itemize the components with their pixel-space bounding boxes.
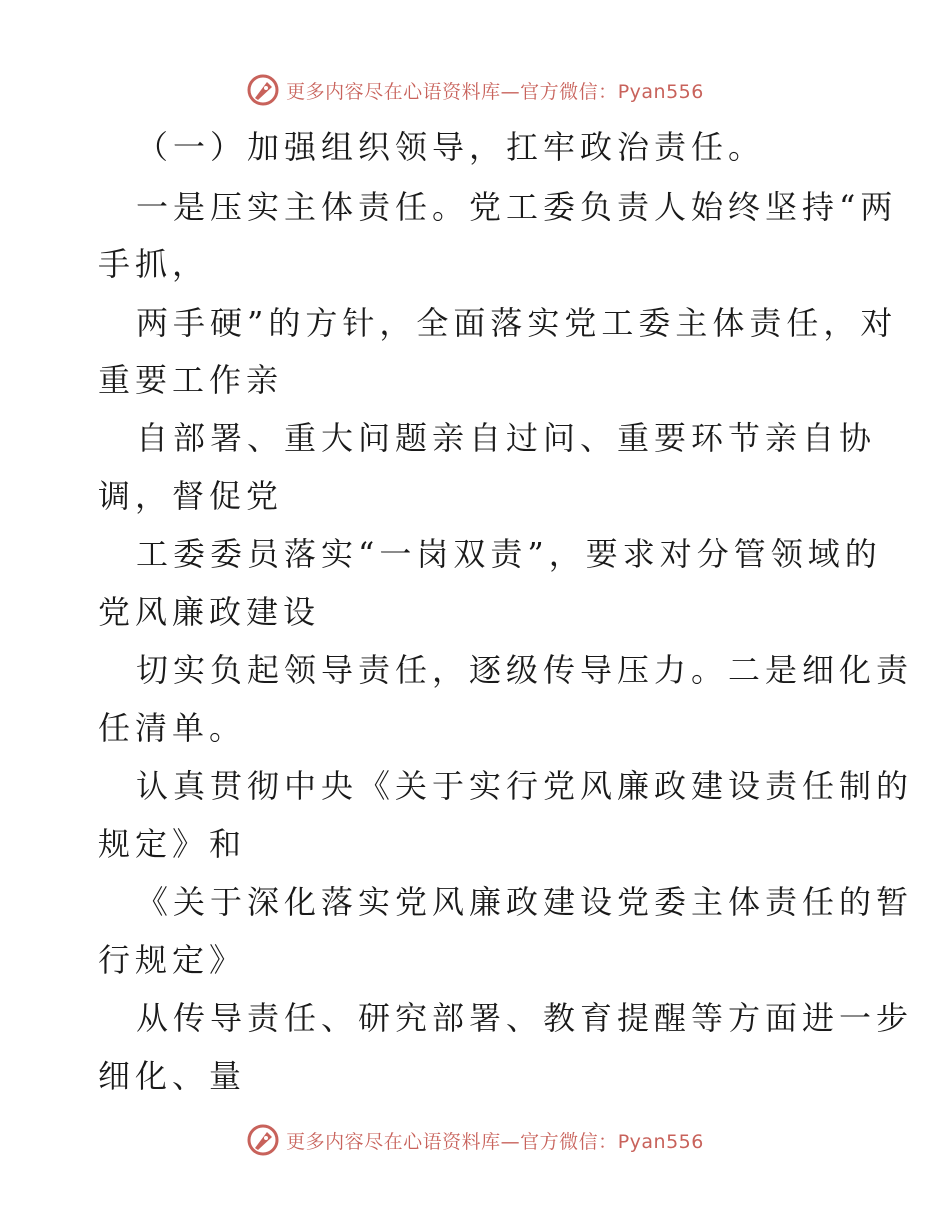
watermark-text (286, 1127, 704, 1154)
text-line-15: 行规定》 (98, 941, 247, 979)
text-line-7: 调，督促党 (98, 477, 284, 515)
text-line-4: 两手硬”的方针，全面落实党工委主体责任，对 (136, 304, 898, 342)
text-line-11: 任清单。 (98, 709, 247, 747)
text-line-13: 规定》和 (98, 825, 247, 863)
pen-nib-circle-icon (246, 73, 280, 107)
text-line-2: 一是压实主体责任。党工委负责人始终坚持“两 (136, 188, 898, 226)
watermark-dash: — (500, 80, 521, 103)
watermark-brand: 更多内容尽在心语资料库 (286, 80, 501, 103)
watermark-dash: — (500, 1130, 521, 1153)
text-line-16: 从传导责任、研究部署、教育提醒等方面进一步 (136, 999, 914, 1037)
watermark-text (286, 77, 704, 104)
text-line-3: 手抓， (98, 245, 210, 283)
text-line-5: 重要工作亲 (98, 361, 284, 399)
watermark-wechat-id: Pyan556 (617, 80, 704, 103)
watermark-wechat-label: 官方微信： (520, 1130, 618, 1153)
text-line-14: 《关于深化落实党风廉政建设党委主体责任的暂 (136, 883, 914, 921)
pen-nib-circle-icon (246, 1123, 280, 1157)
text-line-10: 切实负起领导责任，逐级传导压力。二是细化责 (136, 651, 914, 689)
watermark-brand: 更多内容尽在心语资料库 (286, 1130, 501, 1153)
text-line-1: （一）加强组织领导，扛牢政治责任。 (136, 128, 766, 166)
text-line-12: 认真贯彻中央《关于实行党风廉政建设责任制的 (136, 767, 914, 805)
watermark-wechat-id: Pyan556 (617, 1130, 704, 1153)
text-line-8: 工委委员落实“一岗双责”，要求对分管领域的 (136, 535, 882, 573)
watermark-wechat-label: 官方微信： (520, 80, 618, 103)
footer-watermark (0, 1118, 950, 1162)
header-watermark (0, 68, 950, 112)
text-line-17: 细化、量 (98, 1057, 247, 1095)
text-line-9: 党风廉政建设 (98, 593, 321, 631)
text-line-6: 自部署、重大问题亲自过问、重要环节亲自协 (136, 419, 877, 457)
